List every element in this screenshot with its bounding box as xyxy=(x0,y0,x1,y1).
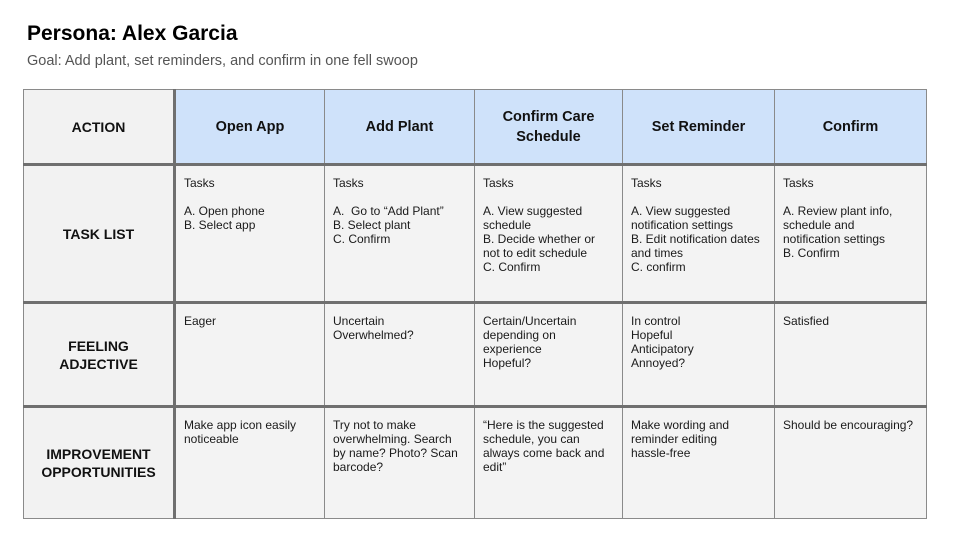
improvement-text: Should be encouraging? xyxy=(783,418,914,432)
task-item: notification settings xyxy=(631,218,734,232)
row-header-opportunities-label: OPPORTUNITIES xyxy=(41,464,156,480)
feeling-adjective-row xyxy=(24,303,927,407)
row-header-feeling-label: FEELING xyxy=(68,337,129,354)
task-item: B. Confirm xyxy=(783,246,840,260)
stage-header-open-app xyxy=(175,90,325,165)
stage-header-set-reminder xyxy=(623,90,775,165)
task-item: C. Confirm xyxy=(483,260,541,274)
stage-name: Confirm Care Schedule xyxy=(502,108,595,145)
feeling-item: Overwhelmed? xyxy=(333,328,414,342)
tasks-label: Tasks xyxy=(631,176,662,190)
task-item: A. Review plant info, xyxy=(783,204,893,218)
task-cell-confirm-care-schedule xyxy=(475,165,623,303)
row-header-task-list xyxy=(24,165,175,303)
feeling-item: Eager xyxy=(184,314,217,328)
task-item: schedule xyxy=(483,218,532,232)
stage-header-confirm-care-schedule xyxy=(475,90,623,165)
feeling-item: Uncertain xyxy=(333,314,385,328)
improvement-text: Try not to make xyxy=(333,418,416,432)
improvement-text: Make wording and xyxy=(631,418,730,432)
task-item: A. Go to “Add Plant” xyxy=(333,204,444,218)
row-header-improvement-label: IMPROVEMENT xyxy=(46,446,151,462)
improvement-text: barcode? xyxy=(333,460,384,474)
goal-text: Goal: Add plant, set reminders, and confirm in one fell swoop xyxy=(27,53,418,69)
task-item: B. Edit notification dates xyxy=(631,232,760,246)
tasks-label: Tasks xyxy=(184,176,215,190)
row-header-action xyxy=(24,90,175,165)
task-item: C. confirm xyxy=(631,260,686,274)
task-item: notification settings xyxy=(783,232,886,246)
task-item: not to edit schedule xyxy=(483,246,588,260)
task-item: B. Select app xyxy=(184,218,256,232)
feeling-cell-set-reminder xyxy=(623,303,775,407)
task-item: B. Decide whether or xyxy=(483,232,596,246)
feeling-cell-confirm-care-schedule xyxy=(475,303,623,407)
feeling-item: experience xyxy=(483,342,542,356)
row-header-feeling-adjective xyxy=(24,303,175,407)
feeling-item: Annoyed? xyxy=(631,356,686,370)
improvement-cell-open-app xyxy=(175,407,325,519)
stage-header-confirm xyxy=(775,90,927,165)
row-header-task-list-label: TASK LIST xyxy=(62,225,135,242)
persona-title: Persona: Alex Garcia xyxy=(27,22,238,45)
feeling-cell-add-plant xyxy=(325,303,475,407)
task-cell-open-app xyxy=(175,165,325,303)
task-item: schedule and xyxy=(783,218,855,232)
stage-header-add-plant xyxy=(325,90,475,165)
improvement-text: overwhelming. Search xyxy=(333,432,452,446)
feeling-item: Hopeful xyxy=(631,328,673,342)
task-item: A. View suggested xyxy=(631,204,731,218)
feeling-cell-open-app xyxy=(175,303,325,407)
feeling-cell-confirm xyxy=(775,303,927,407)
task-item: A. View suggested xyxy=(483,204,583,218)
task-list-row xyxy=(24,165,927,303)
feeling-item: Certain/Uncertain xyxy=(483,314,577,328)
task-cell-confirm xyxy=(775,165,927,303)
improvement-cell-add-plant xyxy=(325,407,475,519)
task-item: B. Select plant xyxy=(333,218,411,232)
stage-name: Add Plant xyxy=(365,118,434,135)
improvement-text: reminder editing xyxy=(631,432,718,446)
improvement-text: edit” xyxy=(483,460,507,474)
task-item: C. Confirm xyxy=(333,232,391,246)
feeling-item: In control xyxy=(631,314,681,328)
tasks-label: Tasks xyxy=(333,176,364,190)
journey-map-table xyxy=(23,89,927,519)
tasks-label: Tasks xyxy=(783,176,814,190)
improvement-cell-confirm xyxy=(775,407,927,519)
task-cell-add-plant xyxy=(325,165,475,303)
improvement-cell-set-reminder xyxy=(623,407,775,519)
feeling-item: Anticipatory xyxy=(631,342,694,356)
row-header-improvement-opportunities xyxy=(24,407,175,519)
task-item: and times xyxy=(631,246,684,260)
stage-name: Confirm xyxy=(822,118,879,135)
improvement-text: Make app icon easily xyxy=(184,418,297,432)
improvement-cell-confirm-care-schedule xyxy=(475,407,623,519)
feeling-item: depending on xyxy=(483,328,556,342)
improvement-text: always come back and xyxy=(483,446,605,460)
row-header-adjective-label: ADJECTIVE xyxy=(59,355,138,372)
task-cell-set-reminder xyxy=(623,165,775,303)
stage-name: Set Reminder xyxy=(651,118,746,135)
improvement-text: by name? Photo? Scan xyxy=(333,446,458,460)
improvement-text: schedule, you can xyxy=(483,432,580,446)
tasks-label: Tasks xyxy=(483,176,514,190)
task-item: A. Open phone xyxy=(184,204,265,218)
stage-name: Open App xyxy=(215,118,285,135)
improvement-opportunities-row xyxy=(24,407,927,519)
feeling-item: Hopeful? xyxy=(483,356,532,370)
feeling-item: Satisfied xyxy=(783,314,830,328)
action-row xyxy=(24,90,927,165)
improvement-text: “Here is the suggested xyxy=(483,418,604,432)
improvement-text: hassle-free xyxy=(631,446,691,460)
row-header-action-label: ACTION xyxy=(71,118,126,135)
improvement-text: noticeable xyxy=(184,432,239,446)
